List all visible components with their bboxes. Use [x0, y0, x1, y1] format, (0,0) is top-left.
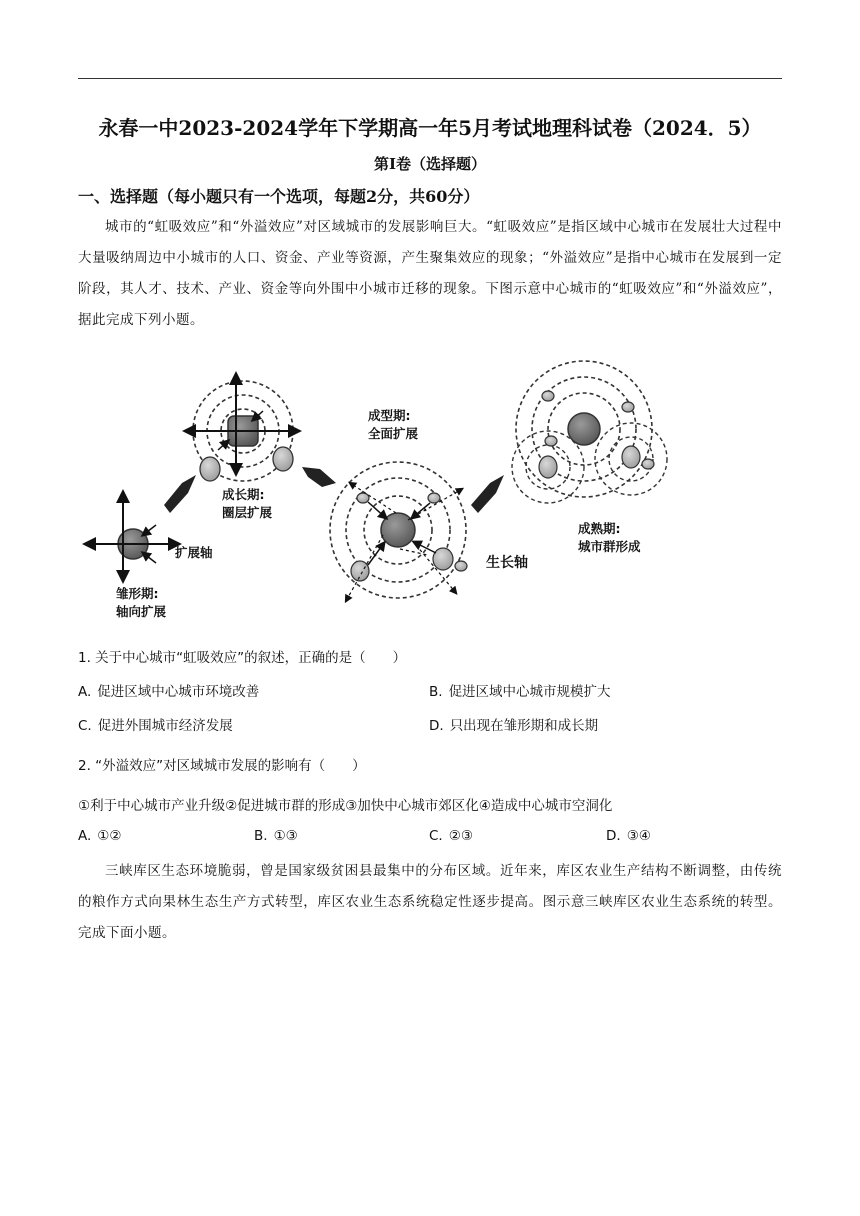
q1-option-a[interactable] [78, 680, 259, 700]
part-title: 第Ⅰ卷（选择题） [373, 155, 487, 173]
growth-axis-label: 生长轴 [486, 555, 528, 571]
stage2-diagram [186, 375, 298, 520]
option-text: ①③ [273, 828, 298, 844]
option-text: ②③ [448, 828, 473, 844]
option-letter: D. [429, 718, 444, 734]
option-text: ③④ [626, 828, 651, 844]
stage4-name: 成熟期: [578, 521, 621, 536]
top-rule [78, 78, 782, 79]
passage-2: 三峡库区生态环境脆弱，曾是国家级贫困县最集中的分布区域。近年来，库区农业生产结构不断调整，由传统的粮作方式向果林生态生产方式转型，库区农业生态系统稳定性逐步提高。图示意三峡库区农业生态系统的转型。完成下面小题。 [78, 863, 782, 941]
option-letter: A. [78, 684, 92, 700]
q2-option-b[interactable] [254, 828, 298, 844]
option-letter: A. [78, 828, 92, 844]
option-letter: B. [254, 828, 268, 844]
q1-option-d[interactable] [429, 714, 598, 734]
option-text: 促进区域中心城市规模扩大 [448, 684, 611, 700]
question-2-stem: 2. “外溢效应”对区域城市发展的影响有（ ） [78, 758, 366, 774]
passage-1: 城市的“虹吸效应”和“外溢效应”对区域城市的发展影响巨大。“虹吸效应”是指区域中心城市在发展壮大过程中大量吸纳周边中小城市的人口、资金、产业等资源，产生聚集效应的现象；“外溢效应”是指中心城市在发展到一定阶段，其人才、技术、产业、资金等向外围中小城市迁移的现象。下图示意中心城市的“虹吸效应”和“外溢效应”，据此完成下列小题。 [78, 219, 782, 328]
urban-expansion-figure [78, 355, 798, 630]
stage4-diagram [512, 361, 667, 554]
q1-option-c[interactable] [78, 714, 233, 734]
stage1-name: 雏形期: [116, 586, 159, 601]
stage3-city [381, 513, 415, 547]
question-1-stem: 1. 关于中心城市“虹吸效应”的叙述，正确的是（ ） [78, 650, 407, 666]
q1-option-b[interactable] [429, 680, 611, 700]
stage4-desc: 城市群形成 [578, 539, 641, 554]
q2-option-d[interactable] [606, 828, 651, 844]
option-letter: D. [606, 828, 621, 844]
option-letter: C. [429, 828, 443, 844]
stage1-desc: 轴向扩展 [116, 604, 167, 619]
q2-option-a[interactable] [78, 828, 122, 844]
q2-option-c[interactable] [429, 828, 473, 844]
stage3-name: 成型期: [368, 408, 411, 423]
exam-title: 永春一中2023-2024学年下学期高一年5月考试地理科试卷（2024．5） [98, 116, 762, 140]
progress-chevron-2 [302, 467, 336, 487]
stage2-name: 成长期: [222, 487, 265, 502]
section-heading: 一、选择题（每小题只有一个选项，每题2分，共60分） [78, 187, 480, 206]
option-text: 促进区域中心城市环境改善 [97, 684, 260, 700]
option-text: 只出现在雏形期和成长期 [449, 718, 599, 734]
progress-chevron-3 [471, 475, 504, 513]
stage3-desc: 全面扩展 [368, 426, 419, 441]
stage3-diagram [330, 408, 528, 601]
option-letter: B. [429, 684, 443, 700]
option-text: ①② [97, 828, 122, 844]
stage1-diagram [86, 493, 213, 619]
question-2-statements: ①利于中心城市产业升级②促进城市群的形成③加快中心城市郊区化④造成中心城市空洞化 [78, 798, 613, 814]
progress-chevron-1 [164, 475, 196, 513]
expansion-axis-label: 扩展轴 [175, 545, 213, 560]
stage2-desc: 圈层扩展 [222, 505, 273, 520]
stage4-city [568, 413, 600, 445]
option-letter: C. [78, 718, 92, 734]
option-text: 促进外围城市经济发展 [97, 718, 233, 734]
